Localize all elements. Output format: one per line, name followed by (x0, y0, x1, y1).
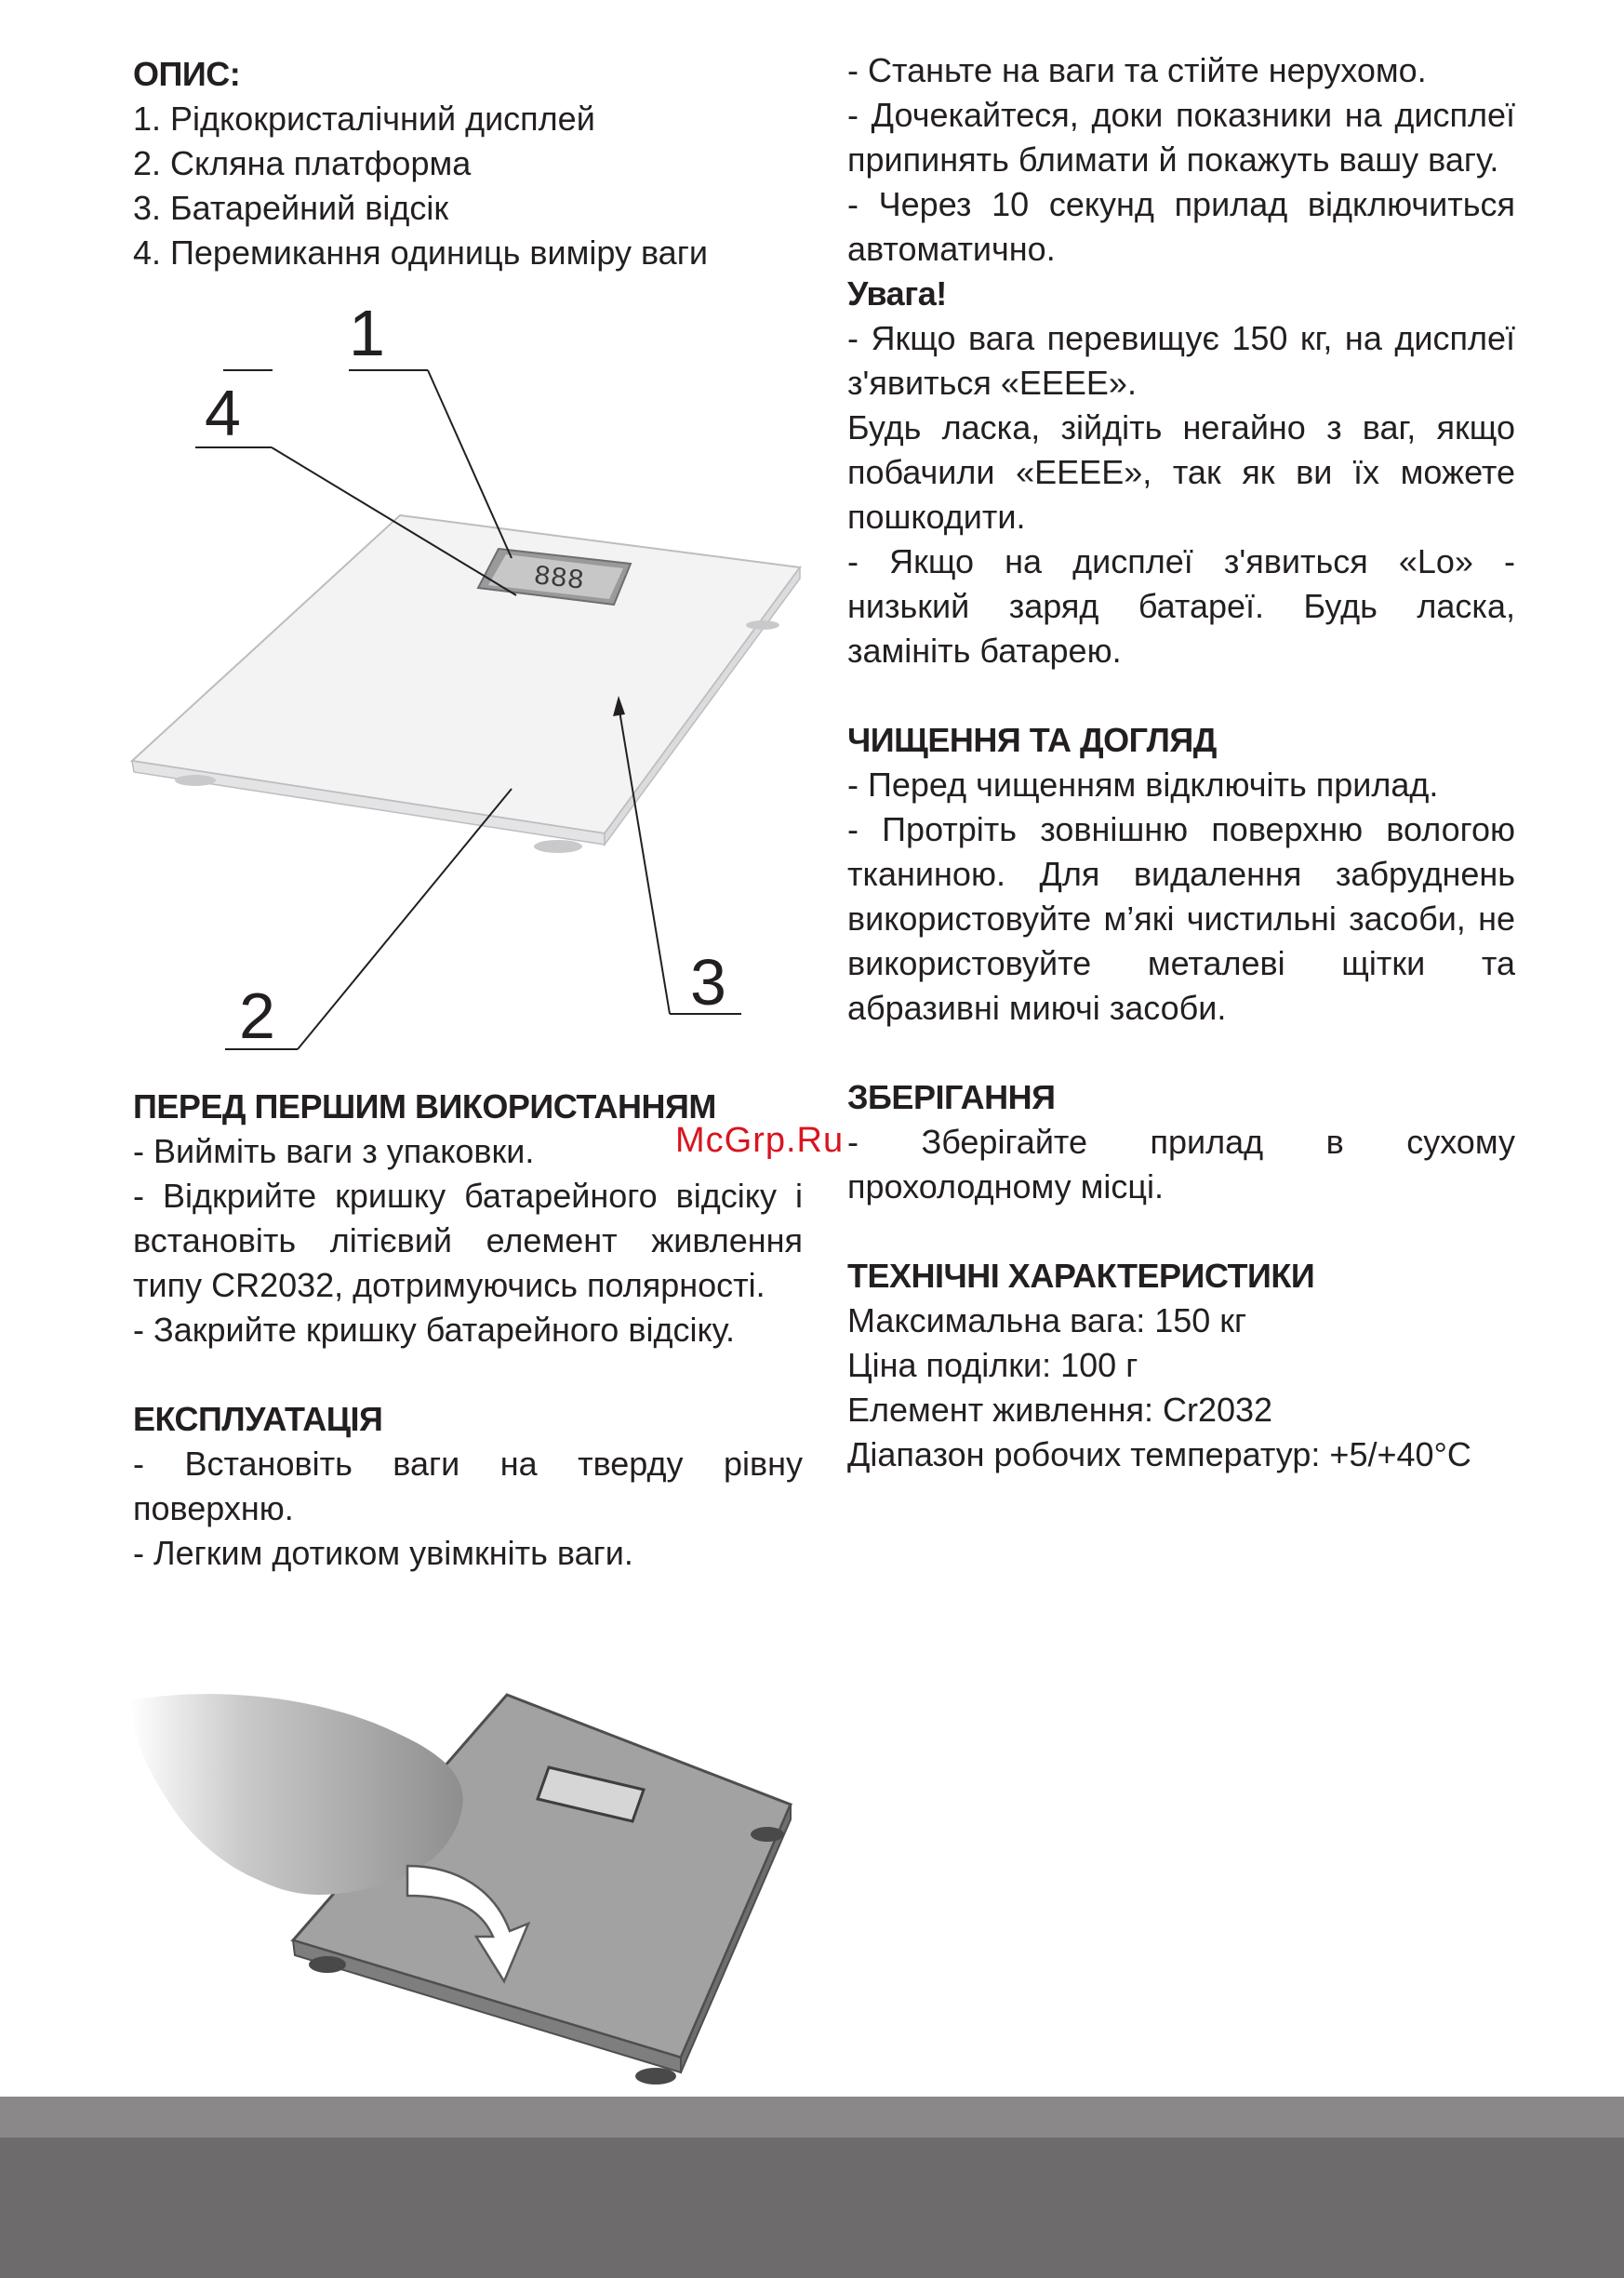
specs-heading: ТЕХНІЧНІ ХАРАКТЕРИСТИКИ (847, 1257, 1315, 1295)
callout-1: 1 (349, 297, 385, 369)
first-use-paragraph: - Закрийте кришку батарейного відсіку. (133, 1311, 735, 1349)
operation-paragraph: - Встановіть ваги на тверду рівну поверхню. (133, 1445, 803, 1527)
warning-heading: Увага! (847, 274, 947, 313)
description-item: 3. Батарейний відсік (133, 189, 449, 227)
specs-list (847, 1299, 1515, 1477)
spec-item: Максимальна вага: 150 кг (847, 1301, 1247, 1339)
right-column (847, 48, 1515, 1477)
description-list (133, 97, 803, 275)
first-use-paragraph: - Відкрийте кришку батарейного відсіку і встановіть літієвий елемент живлення типу CR2032, дотримуючись полярності. (133, 1177, 803, 1304)
cleaning-paragraph: - Протріть зовнішню поверхню вологою тканиною. Для видалення забруднень використовуйте м’які чистильні засоби, не використовуйте металеві щітки та абразивні миючі засоби. (847, 810, 1515, 1027)
callout-3: 3 (690, 946, 726, 1019)
svg-text:888: 888 (532, 561, 586, 598)
warning-paragraph: Будь ласка, зійдіть негайно з ваг, якщо побачили «EEEE», так як ви їх можете пошкодити. (847, 408, 1515, 536)
description-heading: ОПИС: (133, 55, 241, 93)
operation-paragraph: - Дочекайтеся, доки показники на дисплеї припинять блимати й покажуть вашу вагу. (847, 96, 1515, 179)
callout-4: 4 (205, 377, 241, 449)
storage-heading: ЗБЕРІГАННЯ (847, 1078, 1056, 1116)
first-use-heading: ПЕРЕД ПЕРШИМ ВИКОРИСТАННЯМ (133, 1087, 716, 1126)
left-column (133, 52, 803, 275)
first-use-paragraph: - Вийміть ваги з упаковки. (133, 1132, 535, 1170)
warning-paragraph: - Якщо на дисплеї з'явиться «Lo» - низький заряд батареї. Будь ласка, замініть батарею. (847, 542, 1515, 670)
description-item: 4. Перемикання одиниць виміру ваги (133, 233, 708, 272)
foot-shape (130, 1694, 463, 1895)
scale-diagram (121, 296, 809, 1059)
description-item: 1. Рідкокристалічний дисплей (133, 100, 595, 138)
cleaning-paragraph: - Перед чищенням відключіть прилад. (847, 766, 1439, 804)
operation-heading: ЕКСПЛУАТАЦІЯ (133, 1400, 383, 1438)
spec-item: Ціна поділки: 100 г (847, 1346, 1138, 1384)
watermark: McGrp.Ru (675, 1121, 845, 1160)
footer-band-top (0, 2097, 1624, 2138)
operation-paragraph: - Легким дотиком увімкніть ваги. (133, 1534, 633, 1572)
spec-item: Діапазон робочих температур: +5/+40°С (847, 1435, 1471, 1473)
description-item: 2. Скляна платформа (133, 144, 472, 182)
operation-paragraph: - Станьте на ваги та стійте нерухомо. (847, 51, 1427, 89)
warning-paragraph: - Якщо вага перевищує 150 кг, на дисплеї з'явиться «EEEE». (847, 319, 1515, 402)
callout-2: 2 (239, 979, 275, 1052)
operation-paragraph: - Через 10 секунд прилад відключиться автоматично. (847, 185, 1515, 268)
cleaning-heading: ЧИЩЕННЯ ТА ДОГЛЯД (847, 721, 1217, 759)
foot-on-scale-illustration (112, 1674, 837, 2121)
footer-band (0, 2097, 1624, 2278)
spec-item: Елемент живлення: Cr2032 (847, 1391, 1273, 1429)
storage-paragraph: - Зберігайте прилад в сухому прохолодному місці. (847, 1123, 1515, 1206)
